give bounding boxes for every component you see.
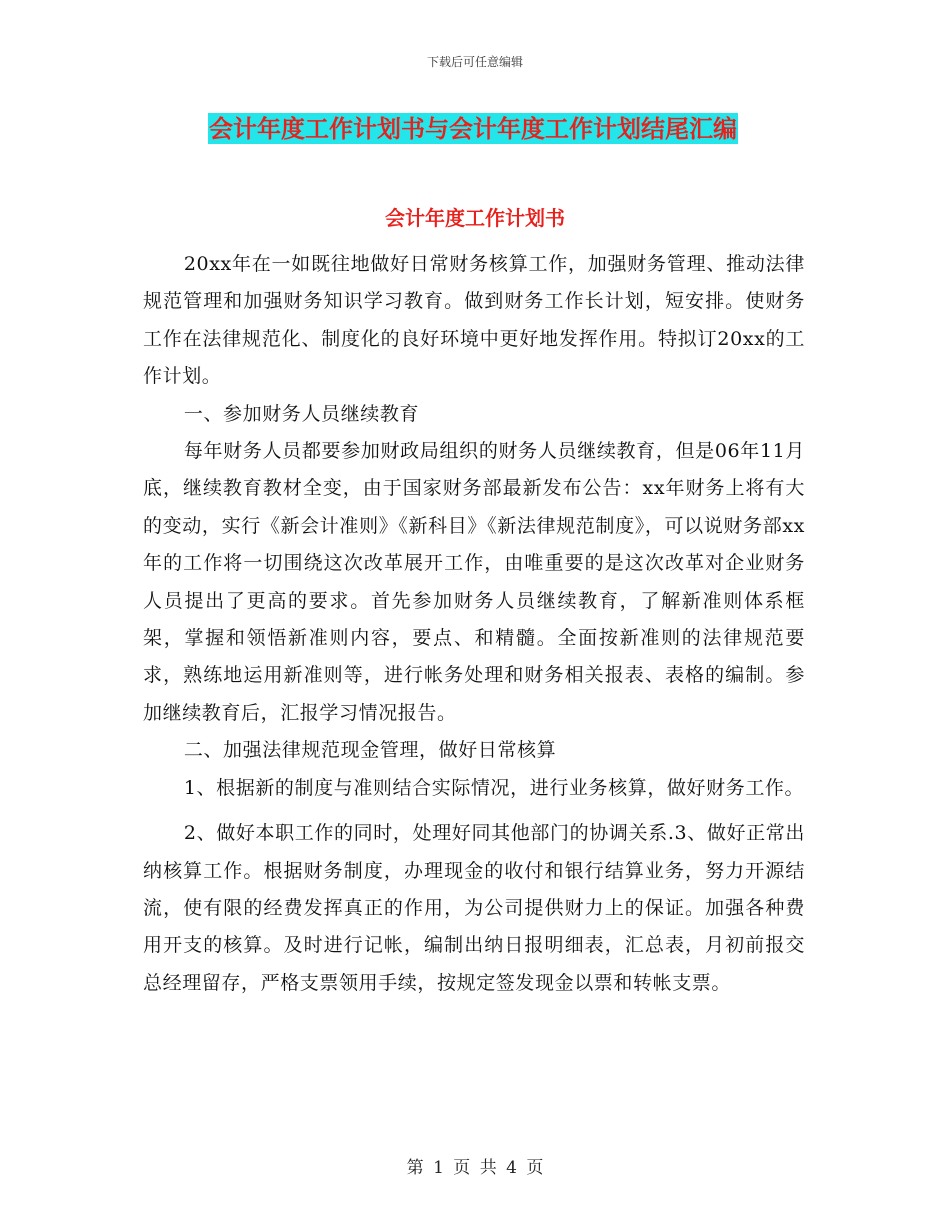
header-note: 下载后可任意编辑 bbox=[426, 55, 523, 69]
document-main-title: 会计年度工作计划书与会计年度工作计划结尾汇编 bbox=[209, 114, 737, 143]
paragraph-intro: 20xx年在一如既往地做好日常财务核算工作，加强财务管理、推动法律规范管理和加强财务知识学习教育。做到财务工作长计划，短安排。使财务工作在法律规范化、制度化的良好环境中更好地发挥作用。特拟订20xx的工作计划。 bbox=[143, 253, 805, 388]
paragraph-item-1: 1、根据新的制度与准则结合实际情况，进行业务核算，做好财务工作。 bbox=[183, 776, 805, 799]
page-number-footer: 第 1 页 共 4 页 bbox=[406, 1158, 544, 1178]
heading-cash-management: 二、加强法律规范现金管理，做好日常核算 bbox=[183, 739, 557, 762]
paragraph-item-2: 2、做好本职工作的同时，处理好同其他部门的协调关系.3、做好正常出纳核算工作。根据财务制度，办理现金的收付和银行结算业务，努力开源结流，使有限的经费发挥真正的作用，为公司提供财力上的保证。加强各种费用开支的核算。及时进行记帐，编制出纳日报明细表，汇总表，月初前报交总经理留存，严格支票领用手续，按规定签发现金以票和转帐支票。 bbox=[143, 822, 805, 994]
document-body bbox=[143, 246, 805, 1002]
section-title: 会计年度工作计划书 bbox=[385, 206, 565, 230]
heading-continuing-education: 一、参加财务人员继续教育 bbox=[183, 402, 420, 425]
paragraph-continuing-education: 每年财务人员都要参加财政局组织的财务人员继续教育，但是06年11月底，继续教育教材全变，由于国家财务部最新发布公告：xx年财务上将有大的变动，实行《新会计准则》《新科目》《新法律规范制度》，可以说财务部xx年的工作将一切围绕这次改革展开工作，由唯重要的是这次改革对企业财务人员提出了更高的要求。首先参加财务人员继续教育，了解新准则体系框架，掌握和领悟新准则内容，要点、和精髓。全面按新准则的法律规范要求，熟练地运用新准则等，进行帐务处理和财务相关报表、表格的编制。参加继续教育后，汇报学习情况报告。 bbox=[143, 440, 805, 724]
